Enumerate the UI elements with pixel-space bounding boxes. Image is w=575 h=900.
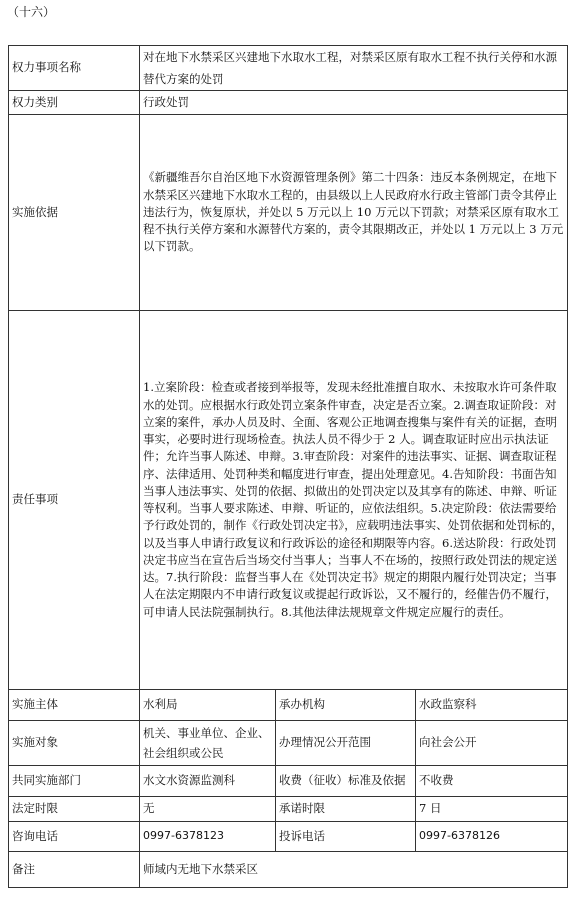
fee-value: 不收费 [416, 766, 568, 797]
legal-limit-value: 无 [140, 797, 276, 822]
fee-label: 收费（征收）标准及依据 [276, 766, 416, 797]
complaint-phone-label: 投诉电话 [276, 822, 416, 852]
row-target [9, 721, 568, 766]
promise-limit-value: 7 日 [416, 797, 568, 822]
power-type-label: 权力类别 [9, 91, 140, 115]
joint-value: 水文水资源监测科 [140, 766, 276, 797]
remark-value: 师域内无地下水禁采区 [140, 852, 568, 888]
row-limit [9, 797, 568, 822]
row-power-type [9, 91, 568, 115]
row-duty [9, 311, 568, 690]
target-value: 机关、事业单位、企业、社会组织或公民 [140, 721, 276, 766]
org-value: 水政监察科 [416, 690, 568, 721]
basis-label: 实施依据 [9, 115, 140, 311]
row-joint [9, 766, 568, 797]
consult-phone-value: 0997-6378123 [140, 822, 276, 852]
section-heading: （十六） [7, 5, 56, 19]
subject-label: 实施主体 [9, 690, 140, 721]
row-basis [9, 115, 568, 311]
publicity-label: 办理情况公开范围 [276, 721, 416, 766]
remark-label: 备注 [9, 852, 140, 888]
row-remark [9, 852, 568, 888]
joint-label: 共同实施部门 [9, 766, 140, 797]
row-power-name [9, 46, 568, 91]
promise-limit-label: 承诺时限 [276, 797, 416, 822]
org-label: 承办机构 [276, 690, 416, 721]
duty-value: 1.立案阶段：检查或者接到举报等，发现未经批准擅自取水、未按取水许可条件取水的处罚。应根据水行政处罚立案条件审查，决定是否立案。2.调查取证阶段：对立案的案件，承办人员及时、全面、客观公正地调查搜集与案件有关的证据，查明事实，必要时进行现场检查。执法人员不得少于 2 人。调查取证时应出示执法证件；允许当事人陈述、申辩。3.审查阶段：对案件的违法事实、证据、调查取证程序、法律适用、处罚种类和幅度进行审查，提出处理意见。4.告知阶段：书面告知当事人违法事实、处罚的依据、拟做出的处罚决定以及其享有的陈述、申辩、听证等权利。当事人要求陈述、申辩、听证的，应依法组织。5.决定阶段：依法需要给予行政处罚的，制作《行政处罚决定书》，应载明违法事实、处罚依据和处罚标的，以及当事人申请行政复议和行政诉讼的途径和期限等内容。6.送达阶段：行政处罚决定书应当在宣告后当场交付当事人；当事人不在场的，按照行政处罚法的规定送达。7.执行阶段：监督当事人在《处罚决定书》规定的期限内履行处罚决定；当事人在法定期限内不申请行政复议或提起行政诉讼，又不履行的，经催告仍不履行，可申请人民法院强制执行。8.其他法律法规规章文件规定应履行的责任。 [140, 311, 568, 690]
duty-label: 责任事项 [9, 311, 140, 690]
basis-value: 《新疆维吾尔自治区地下水资源管理条例》第二十四条：违反本条例规定，在地下水禁采区兴建地下水取水工程的，由县级以上人民政府水行政主管部门责令其停止违法行为，恢复原状，并处以 5 万元以上 10 万元以下罚款；对禁采区原有取水工程不执行关停方案和水源替代方案的，责令其限期改正，并处以 1 万元以上 3 万元以下罚款。 [140, 115, 568, 311]
subject-value: 水利局 [140, 690, 276, 721]
legal-limit-label: 法定时限 [9, 797, 140, 822]
target-label: 实施对象 [9, 721, 140, 766]
power-name-label: 权力事项名称 [9, 46, 140, 91]
power-type-value: 行政处罚 [140, 91, 568, 115]
power-name-value: 对在地下水禁采区兴建地下水取水工程，对禁采区原有取水工程不执行关停和水源替代方案的处罚 [140, 46, 568, 91]
complaint-phone-value: 0997-6378126 [416, 822, 568, 852]
consult-phone-label: 咨询电话 [9, 822, 140, 852]
row-subject [9, 690, 568, 721]
power-item-table [8, 45, 568, 888]
row-phone [9, 822, 568, 852]
publicity-value: 向社会公开 [416, 721, 568, 766]
